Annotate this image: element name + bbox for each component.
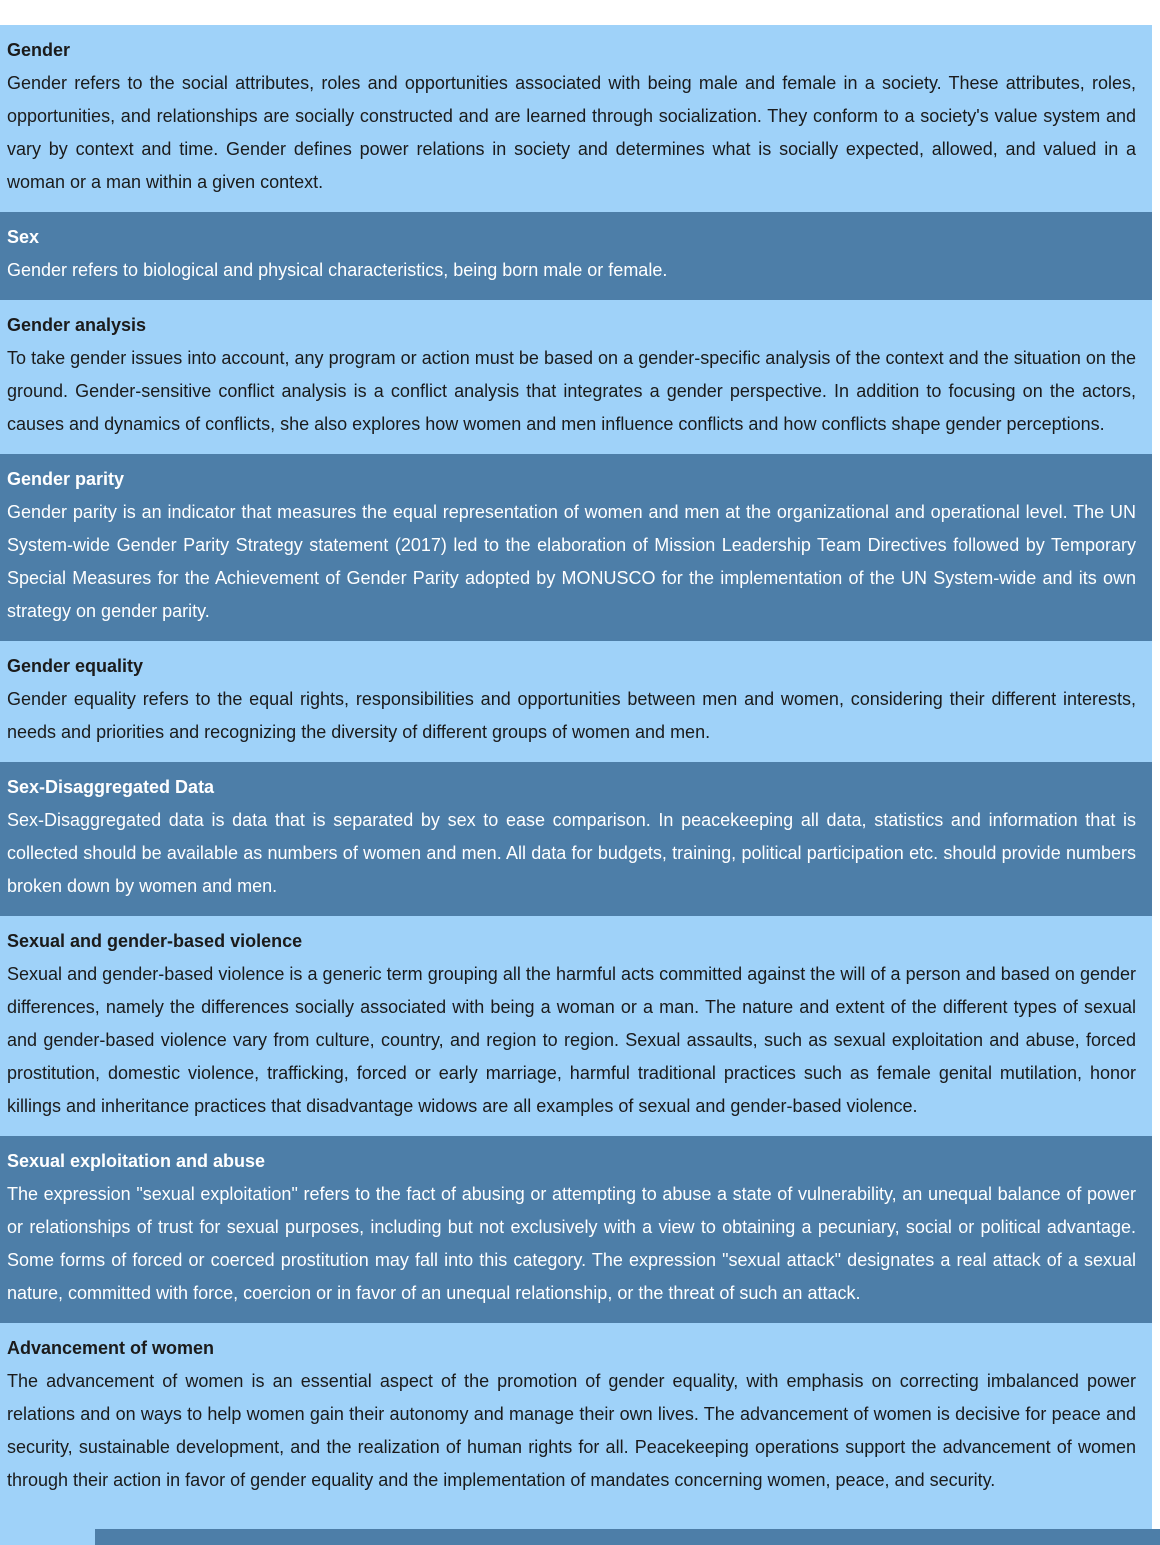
term-heading: Sexual exploitation and abuse bbox=[7, 1151, 266, 1171]
glossary-entry-sexual-gender-based-violence bbox=[0, 916, 1152, 1136]
gender-glossary-table bbox=[0, 25, 1152, 1545]
definition-text: To take gender issues into account, any program or action must be based on a gender-specific analysis of the context and the situation on the ground. Gender-sensitive conflict analysis is a conflict analysis that integrates a gender perspective. In addition to focusing on the actors, causes and dynamics of conflicts, she also explores how women and men influence conflicts and how conflicts shape gender perceptions. bbox=[7, 348, 1136, 434]
glossary-entry-gender-parity bbox=[0, 454, 1152, 641]
definition-text: Sexual and gender-based violence is a generic term grouping all the harmful acts committed against the will of a person and based on gender differences, namely the differences socially associated with being a woman or a man. The nature and extent of the different types of sexual and gender-based violence vary from culture, country, and region to region. Sexual assaults, such as sexual exploitation and abuse, forced prostitution, domestic violence, trafficking, forced or early marriage, harmful traditional practices such as female genital mutilation, honor killings and inheritance practices that disadvantage widows are all examples of sexual and gender-based violence. bbox=[7, 964, 1136, 1116]
next-section-band-partial bbox=[95, 1529, 1160, 1545]
glossary-entry-sex-disaggregated-data bbox=[0, 762, 1152, 916]
definition-text: Sex-Disaggregated data is data that is separated by sex to ease comparison. In peacekeeping all data, statistics and information that is collected should be available as numbers of women and men. All data for budgets, training, political participation etc. should provide numbers broken down by women and men. bbox=[7, 810, 1136, 896]
glossary-entry-gender bbox=[0, 25, 1152, 212]
term-heading: Gender equality bbox=[7, 656, 144, 676]
glossary-entry-advancement-of-women bbox=[0, 1323, 1152, 1545]
glossary-entry-gender-analysis bbox=[0, 300, 1152, 454]
definition-text: Gender refers to the social attributes, roles and opportunities associated with being male and female in a society. These attributes, roles, opportunities, and relationships are socially constructed and are learned through socialization. They conform to a society's value system and vary by context and time. Gender defines power relations in society and determines what is socially expected, allowed, and valued in a woman or a man within a given context. bbox=[7, 73, 1136, 192]
term-heading: Sexual and gender-based violence bbox=[7, 931, 303, 951]
glossary-entry-gender-equality bbox=[0, 641, 1152, 762]
glossary-entry-sex bbox=[0, 212, 1152, 300]
term-heading: Sex-Disaggregated Data bbox=[7, 777, 215, 797]
term-heading: Gender analysis bbox=[7, 315, 147, 335]
term-heading: Gender parity bbox=[7, 469, 125, 489]
term-heading: Advancement of women bbox=[7, 1338, 215, 1358]
definition-text: The advancement of women is an essential aspect of the promotion of gender equality, with emphasis on correcting imbalanced power relations and on ways to help women gain their autonomy and manage their own lives. The advancement of women is decisive for peace and security, sustainable development, and the realization of human rights for all. Peacekeeping operations support the advancement of women through their action in favor of gender equality and the implementation of mandates concerning women, peace, and security. bbox=[7, 1371, 1136, 1490]
glossary-entry-sexual-exploitation-abuse bbox=[0, 1136, 1152, 1323]
definition-text: The expression "sexual exploitation" refers to the fact of abusing or attempting to abuse a state of vulnerability, an unequal balance of power or relationships of trust for sexual purposes, including but not exclusively with a view to obtaining a pecuniary, social or political advantage. Some forms of forced or coerced prostitution may fall into this category. The expression "sexual attack" designates a real attack of a sexual nature, committed with force, coercion or in favor of an unequal relationship, or the threat of such an attack. bbox=[7, 1184, 1136, 1303]
definition-text: Gender refers to biological and physical characteristics, being born male or female. bbox=[7, 260, 668, 280]
term-heading: Sex bbox=[7, 227, 40, 247]
definition-text: Gender parity is an indicator that measures the equal representation of women and men at the organizational and operational level. The UN System-wide Gender Parity Strategy statement (2017) led to the elaboration of Mission Leadership Team Directives followed by Temporary Special Measures for the Achievement of Gender Parity adopted by MONUSCO for the implementation of the UN System-wide and its own strategy on gender parity. bbox=[7, 502, 1136, 621]
definition-text: Gender equality refers to the equal rights, responsibilities and opportunities between men and women, considering their different interests, needs and priorities and recognizing the diversity of different groups of women and men. bbox=[7, 689, 1136, 742]
term-heading: Gender bbox=[7, 40, 71, 60]
